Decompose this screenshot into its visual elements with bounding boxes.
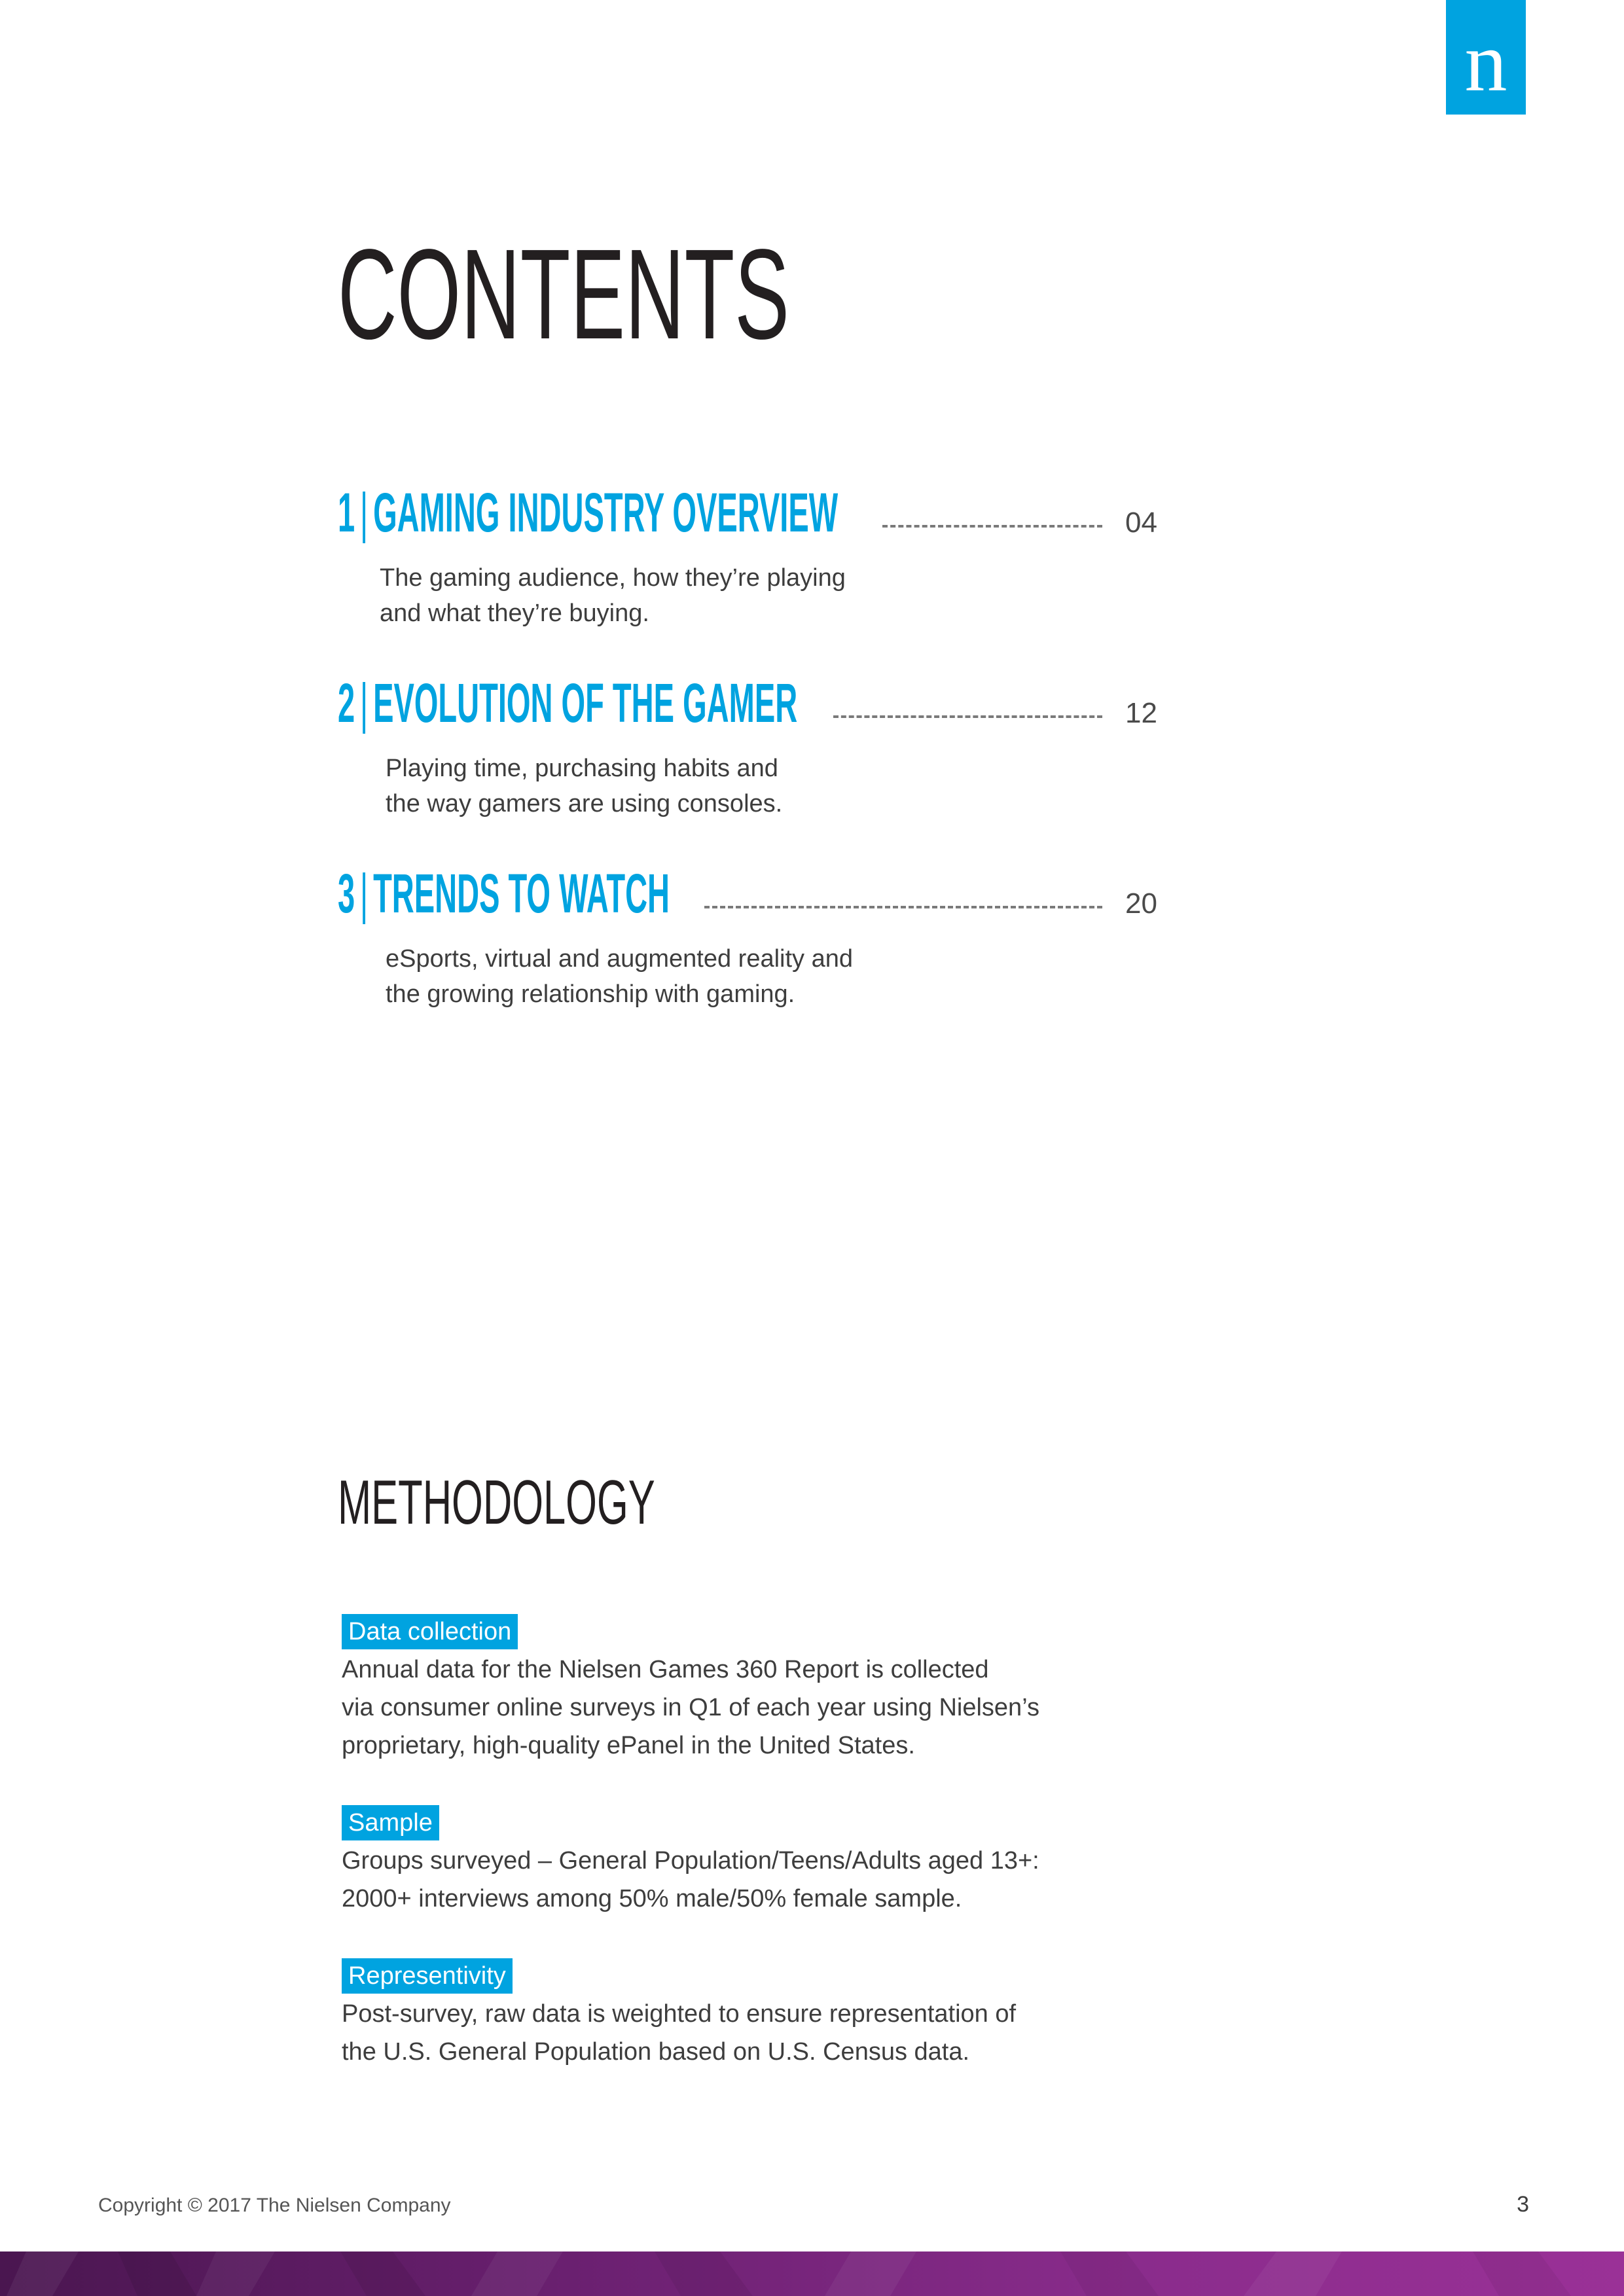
section-body-line: 2000+ interviews among 50% male/50% female sample. xyxy=(342,1885,962,1912)
toc-entry-gaming-industry-overview[interactable] xyxy=(338,483,1163,640)
section-body xyxy=(342,1651,1127,1765)
section-body xyxy=(342,1995,1127,2071)
toc-description-line: Playing time, purchasing habits and xyxy=(386,755,778,782)
nielsen-n-mark xyxy=(1446,0,1526,115)
footer-copyright: Copyright © 2017 The Nielsen Company xyxy=(98,2195,451,2216)
toc-entry-number: 2 xyxy=(338,672,355,734)
section-body-line: Post-survey, raw data is weighted to ensure representation of xyxy=(342,2000,1017,2028)
section-label-badge: Data collection xyxy=(342,1614,518,1649)
footer-page-number: 3 xyxy=(1517,2192,1529,2217)
section-body-line: Groups surveyed – General Population/Teens/Adults aged 13+: xyxy=(342,1847,1039,1874)
toc-entry-title: TRENDS TO WATCH xyxy=(373,863,670,924)
toc-entry-title: EVOLUTION OF THE GAMER xyxy=(373,672,798,734)
section-label-badge: Representivity xyxy=(342,1958,513,1994)
toc-page-number: 04 xyxy=(1125,507,1157,539)
section-body-line: proprietary, high-quality ePanel in the United States. xyxy=(342,1732,915,1759)
toc-entry-heading xyxy=(338,864,670,923)
toc-entry-description xyxy=(386,941,853,1012)
toc-dotted-leader xyxy=(882,525,1102,528)
toc-page-number: 12 xyxy=(1125,697,1157,729)
methodology-section-data-collection xyxy=(342,1614,1127,1765)
methodology-section-sample xyxy=(342,1805,1127,1918)
methodology-section-representivity xyxy=(342,1958,1127,2071)
toc-description-line: and what they’re buying. xyxy=(380,600,649,627)
toc-entry-number: 1 xyxy=(338,482,355,543)
band-pattern xyxy=(0,2251,1624,2296)
toc-entry-trends-to-watch[interactable] xyxy=(338,864,1163,1021)
section-body-line: Annual data for the Nielsen Games 360 Report is collected xyxy=(342,1656,989,1683)
toc-entry-title: GAMING INDUSTRY OVERVIEW xyxy=(373,482,839,543)
toc-entry-separator: | xyxy=(360,672,369,734)
svg-text:n: n xyxy=(1464,15,1507,109)
toc-entry-separator: | xyxy=(360,863,369,924)
section-body-line: via consumer online surveys in Q1 of each year using Nielsen’s xyxy=(342,1694,1039,1721)
toc-page-number: 20 xyxy=(1125,888,1157,920)
methodology-heading: METHODOLOGY xyxy=(338,1467,655,1537)
toc-dotted-leader xyxy=(704,906,1102,908)
toc-description-line: eSports, virtual and augmented reality and xyxy=(386,945,853,973)
toc-dotted-leader xyxy=(833,715,1102,718)
contents-heading: CONTENTS xyxy=(338,223,789,366)
section-body xyxy=(342,1842,1127,1918)
toc-entry-number: 3 xyxy=(338,863,355,924)
toc-entry-description xyxy=(386,751,782,821)
toc-description-line: the way gamers are using consoles. xyxy=(386,790,783,817)
section-label-badge: Sample xyxy=(342,1805,439,1840)
toc-entry-heading xyxy=(338,483,838,542)
toc-entry-evolution-of-the-gamer[interactable] xyxy=(338,673,1163,831)
toc-description-line: The gaming audience, how they’re playing xyxy=(380,564,846,592)
toc-entry-description xyxy=(380,560,846,631)
section-body-line: the U.S. General Population based on U.S. Census data. xyxy=(342,2038,970,2066)
nielsen-logo xyxy=(1446,0,1526,115)
decorative-footer-band xyxy=(0,2251,1624,2296)
toc-entry-heading xyxy=(338,673,797,732)
toc-entry-separator: | xyxy=(360,482,369,543)
toc-description-line: the growing relationship with gaming. xyxy=(386,980,795,1008)
